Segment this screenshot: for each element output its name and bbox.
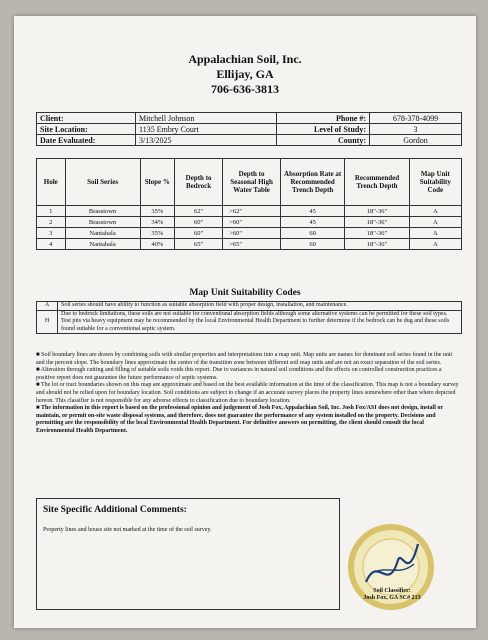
cell-soil-series: Brasstown [65, 217, 140, 228]
cell-depth-bedrock: 62" [175, 206, 223, 217]
phone-value: 678-378-4099 [370, 113, 462, 124]
note-paragraph: ■ The lot or tract boundaries shown on this map are approximate and based on the best available information at the time of the classification. This map is not a boundary survey and should not be relied upon for boundary location. Soil conditions are subject to change if an accurate survey places the property lines somewhere other than where depicted hereon. This classifier is not responsible for any adverse effects to classification due to boundary location. [36, 382, 459, 404]
county-value: Gordon [370, 135, 462, 146]
table-row [37, 239, 462, 250]
client-label: Client: [37, 113, 136, 124]
phone-label: Phone #: [277, 113, 370, 124]
date-value: 3/13/2025 [136, 135, 277, 146]
cell-water-table: >60" [223, 217, 281, 228]
notes-section [36, 352, 462, 436]
document-page [14, 16, 476, 628]
col-suitability: Map Unit Suitability Code [409, 159, 461, 206]
cell-absorption: 45 [280, 217, 344, 228]
col-depth-bedrock: Depth to Bedrock [175, 159, 223, 206]
site-specific-box [36, 498, 340, 610]
cell-trench-depth: 18"-36" [345, 217, 409, 228]
table-row [37, 217, 462, 228]
col-trench-depth: Recommended Trench Depth [345, 159, 409, 206]
date-label: Date Evaluated: [37, 135, 136, 146]
site-value: 1135 Embry Court [136, 124, 277, 135]
soil-table [36, 158, 462, 250]
cell-trench-depth: 18"-36" [345, 206, 409, 217]
cell-hole: 2 [37, 217, 66, 228]
cell-suitability: A [409, 239, 461, 250]
cell-suitability: A [409, 217, 461, 228]
signature-name: Josh Fox, GA SC# 213 [363, 595, 421, 601]
col-hole: Hole [37, 159, 66, 206]
code-description: Soil series should have ability to function as suitable absorption field with proper design, installation, and maintenance. [58, 302, 462, 311]
cell-soil-series: Nantahala [65, 228, 140, 239]
cell-soil-series: Nantahala [65, 239, 140, 250]
note-paragraph: ■ Soil boundary lines are drawn by combining soils with similar properties and interpretations into a map unit. Map units are names for dominant soil series found in the unit and the percent slope. The boundary lines approximate the center of the transition zone between different soil map units and are not an exact separation of the soil series. [36, 352, 453, 366]
col-soil-series: Soil Series [65, 159, 140, 206]
cell-slope: 40% [140, 239, 174, 250]
cell-slope: 35% [140, 206, 174, 217]
soil-table-header [37, 159, 462, 206]
company-city: Ellijay, GA [216, 67, 274, 81]
cell-absorption: 60 [280, 228, 344, 239]
cell-trench-depth: 18"-36" [345, 228, 409, 239]
cell-hole: 1 [37, 206, 66, 217]
company-name: Appalachian Soil, Inc. [188, 52, 302, 66]
cell-soil-series: Brasstown [65, 206, 140, 217]
table-row [37, 228, 462, 239]
cell-slope: 34% [140, 217, 174, 228]
code-letter: H [37, 310, 58, 334]
level-label: Level of Study: [277, 124, 370, 135]
cell-absorption: 60 [280, 239, 344, 250]
codes-title: Map Unit Suitability Codes [189, 288, 301, 298]
site-specific-title: Site Specific Additional Comments: [43, 505, 187, 515]
level-value: 3 [370, 124, 462, 135]
cell-suitability: A [409, 206, 461, 217]
cell-suitability: A [409, 228, 461, 239]
signature-caption [334, 588, 450, 602]
code-description: Due to bedrock limitations, these soils are not suitable for conventional absorption fields although some alternative systems can be permitted for these soil types. Test pits via heavy equipment may be recommended by the local Environmental Health Department to further determine if the bedrock can be dug and these soils found suitable for a conventional septic system. [58, 310, 462, 334]
note-paragraph: ■ Alteration through cutting and filling of suitable soils voids this report. Due to variances in natural soil conditions and the effects on controlled construction practices a positive report does not guarantee the future performance of septic systems. [36, 367, 442, 381]
client-value: Mitchell Johnson [136, 113, 277, 124]
codes-table [36, 301, 462, 334]
code-row [37, 310, 462, 334]
disclaimer-paragraph: ■ The information in this report is based on the professional opinion and judgement of Josh Fox, Appalachian Soil, Inc. Josh Fox/ASI does not design, install or maintain, or permit on-site waste disposal systems, and therefore, does not guarantee the performance of any system installed on the property. Decisions and permitting are the responsibility of the local Environmental Health Department. For definitive answers on permitting, the client should consult the local Environmental Health Department. [36, 405, 443, 434]
cell-hole: 4 [37, 239, 66, 250]
cell-water-table: >60" [223, 228, 281, 239]
cell-hole: 3 [37, 228, 66, 239]
site-label: Site Location: [37, 124, 136, 135]
cell-water-table: >65" [223, 239, 281, 250]
company-phone: 706-636-3813 [211, 82, 279, 96]
table-row [37, 206, 462, 217]
cell-depth-bedrock: 65" [175, 239, 223, 250]
cell-absorption: 45 [280, 206, 344, 217]
cell-water-table: >62" [223, 206, 281, 217]
col-slope: Slope % [140, 159, 174, 206]
col-water-table: Depth to Seasonal High Water Table [223, 159, 281, 206]
county-label: County: [277, 135, 370, 146]
cell-depth-bedrock: 60" [175, 228, 223, 239]
cell-slope: 35% [140, 228, 174, 239]
signature-role: Soil Classifier: [373, 588, 411, 594]
col-absorption: Absorption Rate at Recommended Trench Depth [280, 159, 344, 206]
code-letter: A [37, 302, 58, 311]
cell-trench-depth: 18"-36" [345, 239, 409, 250]
code-row [37, 302, 462, 311]
cell-depth-bedrock: 60" [175, 217, 223, 228]
site-specific-text: Property lines and house site not marked at the time of the soil survey. [43, 527, 212, 533]
client-info-table [36, 112, 462, 146]
